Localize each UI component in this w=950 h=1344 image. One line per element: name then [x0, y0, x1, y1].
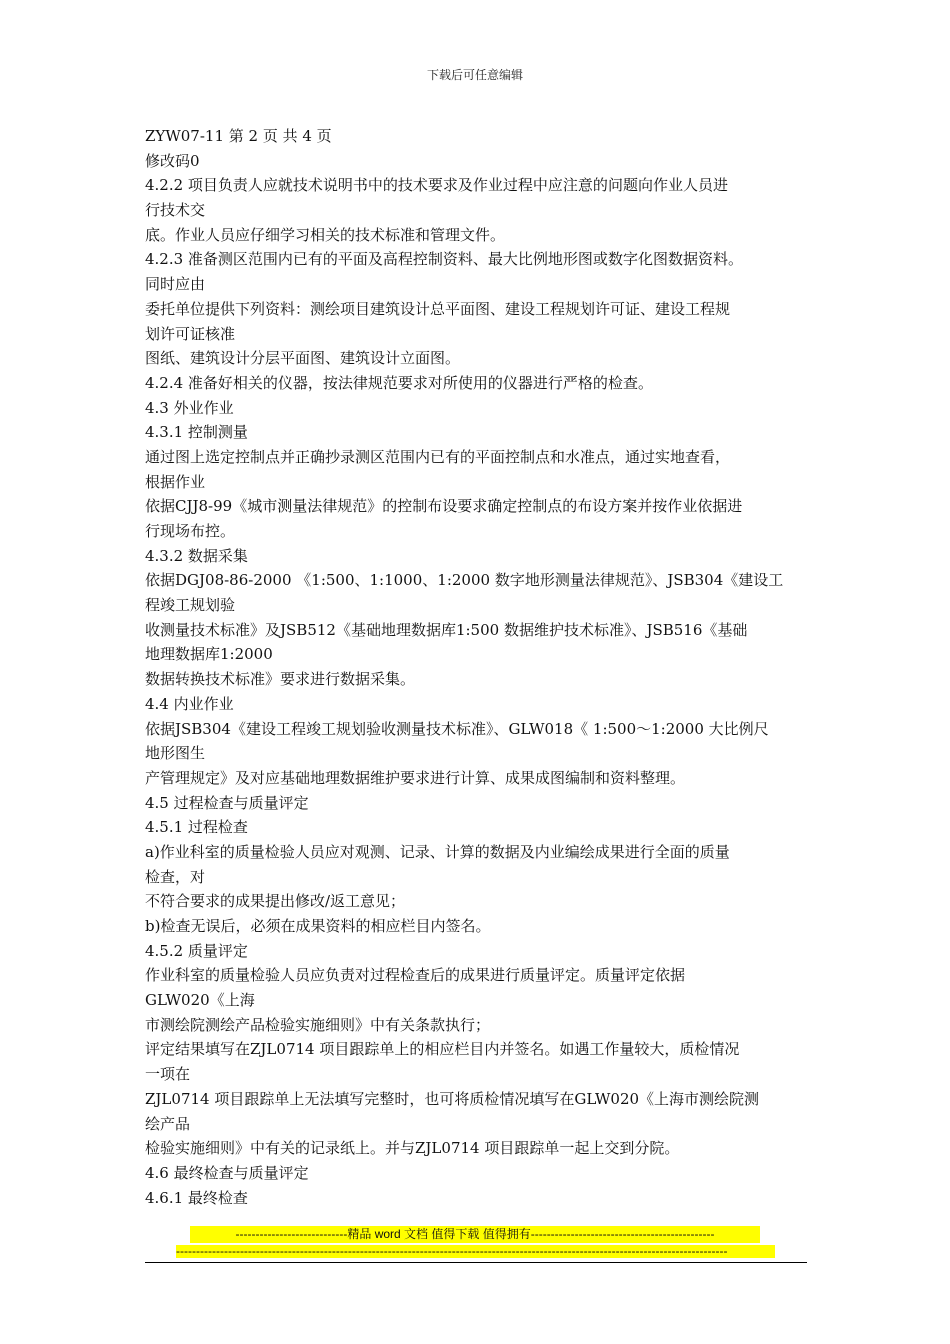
text-line: 4.2.4 准备好相关的仪器，按法律规范要求对所使用的仪器进行严格的检查。	[145, 373, 653, 392]
text-line: 4.3.1 控制测量	[145, 423, 248, 442]
text-line: 依据CJJ8-99《城市测量法律规范》的控制布设要求确定控制点的布设方案并按作业依据进	[145, 497, 743, 516]
document-body	[145, 124, 807, 1210]
text-line: 4.3 外业作业	[145, 398, 234, 417]
footer-dash-line: ------------------------------------------------------------------------------------------------------------------------------------------	[176, 1245, 775, 1258]
text-line: a)作业科室的质量检验人员应对观测、记录、计算的数据及内业编绘成果进行全面的质量	[145, 842, 730, 861]
text-line: 4.6.1 最终检查	[145, 1188, 248, 1207]
text-line: 收测量技术标准》及JSB512《基础地理数据库1:500 数据维护技术标准》、JSB516《基础	[145, 620, 748, 639]
text-line: 检验实施细则》中有关的记录纸上。并与ZJL0714 项目跟踪单一起上交到分院。	[145, 1139, 680, 1158]
text-line: 4.4 内业作业	[145, 694, 234, 713]
text-line: ZJL0714 项目跟踪单上无法填写完整时，也可将质检情况填写在GLW020《上海市测绘院测	[145, 1089, 760, 1108]
text-line: 数据转换技术标准》要求进行数据采集。	[145, 670, 416, 689]
text-line: b)检查无误后，必须在成果资料的相应栏目内签名。	[145, 917, 491, 935]
text-line: 依据JSB304《建设工程竣工规划验收测量技术标准》、GLW018《 1:500～1:2000 大比例尺	[145, 719, 769, 738]
text-line: 一项在	[145, 1065, 191, 1084]
text-line: 委托单位提供下列资料：测绘项目建筑设计总平面图、建设工程规划许可证、建设工程规	[145, 299, 731, 318]
text-line: 评定结果填写在ZJL0714 项目跟踪单上的相应栏目内并签名。如遇工作量较大，质检情况	[145, 1040, 740, 1059]
text-line: 依据DGJ08-86-2000 《1:500、1:1000、1:2000 数字地形测量法律规范》、JSB304《建设工	[145, 571, 784, 590]
footer-banner-text: ----------------------------精品 word 文档 值得下载 值得拥有----------------------------------------------	[190, 1226, 760, 1243]
text-line: 同时应由	[145, 275, 206, 294]
text-line: GLW020《上海	[145, 991, 255, 1010]
text-line: 根据作业	[145, 472, 206, 491]
text-line: 行现场布控。	[145, 522, 236, 540]
text-line: 行技术交	[145, 201, 206, 220]
text-line: 作业科室的质量检验人员应负责对过程检查后的成果进行质量评定。质量评定依据	[145, 966, 686, 985]
footer-rule	[145, 1262, 807, 1263]
text-line: 通过图上选定控制点并正确抄录测区范围内已有的平面控制点和水准点，通过实地查看，	[145, 447, 731, 466]
text-line: 划许可证核准	[145, 324, 236, 343]
text-line: 图纸、建筑设计分层平面图、建筑设计立面图。	[145, 349, 461, 368]
text-line: 修改码0	[145, 151, 200, 170]
text-line: 4.2.2 项目负责人应就技术说明书中的技术要求及作业过程中应注意的问题向作业人员进	[145, 176, 728, 195]
text-line: 地理数据库1:2000	[145, 645, 273, 664]
text-line: 程竣工规划验	[145, 596, 236, 615]
text-line: 检查，对	[145, 867, 206, 886]
text-line: 4.3.2 数据采集	[145, 546, 248, 565]
text-line: 4.5.1 过程检查	[145, 818, 248, 837]
text-line: 不符合要求的成果提出修改/返工意见；	[145, 892, 406, 911]
text-line: 底。作业人员应仔细学习相关的技术标准和管理文件。	[145, 225, 506, 244]
text-line: 产管理规定》及对应基础地理数据维护要求进行计算、成果成图编制和资料整理。	[145, 768, 686, 787]
text-line: ZYW07-11 第 2 页 共 4 页	[145, 127, 332, 145]
text-line: 4.6 最终检查与质量评定	[145, 1163, 309, 1182]
page-header: 下载后可任意编辑	[426, 68, 523, 82]
text-line: 4.5.2 质量评定	[145, 941, 248, 960]
text-line: 市测绘院测绘产品检验实施细则》中有关条款执行；	[145, 1015, 491, 1034]
text-line: 4.2.3 准备测区范围内已有的平面及高程控制资料、最大比例地形图或数字化图数据资料。	[145, 250, 743, 269]
text-line: 地形图生	[145, 744, 206, 763]
text-line: 4.5 过程检查与质量评定	[145, 793, 309, 812]
text-line: 绘产品	[145, 1114, 191, 1133]
